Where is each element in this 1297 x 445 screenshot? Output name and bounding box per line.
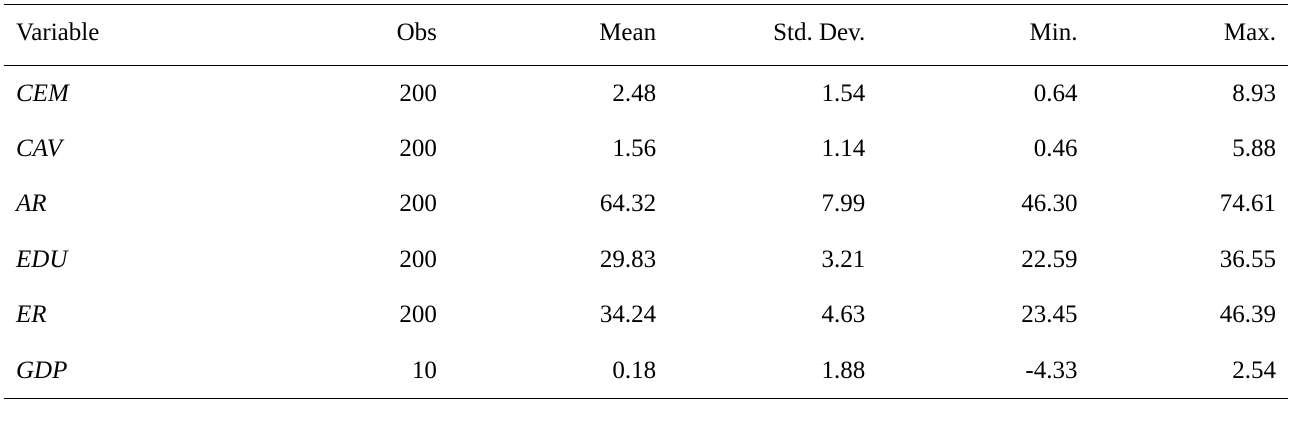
table-row <box>4 343 1288 399</box>
cell-max: 2.54 <box>1089 343 1288 399</box>
table-body <box>4 66 1288 399</box>
descriptive-statistics-table <box>4 4 1288 399</box>
cell-obs: 10 <box>234 343 449 399</box>
cell-min: 22.59 <box>1021 245 1078 273</box>
cell-std-dev: 7.99 <box>821 190 866 218</box>
table-row <box>4 177 1288 233</box>
header-min: Min. <box>877 5 1089 66</box>
cell-obs: 200 <box>399 79 437 107</box>
cell-mean: 34.24 <box>599 301 657 329</box>
cell-max: 46.39 <box>1219 301 1276 329</box>
cell-mean: 0.18 <box>449 343 668 399</box>
header-obs: Obs <box>234 5 449 66</box>
cell-obs: 200 <box>399 190 437 218</box>
header-mean: Mean <box>449 5 668 66</box>
cell-variable: GDP <box>4 343 234 399</box>
cell-variable: ER <box>16 301 47 329</box>
header-max: Max. <box>1089 5 1288 66</box>
cell-obs: 200 <box>399 134 437 162</box>
cell-variable: EDU <box>16 245 68 273</box>
cell-obs: 200 <box>399 301 437 329</box>
cell-mean: 1.56 <box>612 134 657 162</box>
table-row <box>4 288 1288 344</box>
cell-obs: 200 <box>399 245 437 273</box>
cell-std-dev: 1.14 <box>821 134 866 162</box>
table-header <box>4 5 1288 66</box>
cell-min: 23.45 <box>1021 301 1078 329</box>
cell-std-dev: 4.63 <box>821 301 866 329</box>
table-row <box>4 232 1288 288</box>
cell-max: 5.88 <box>1232 134 1276 162</box>
table-row <box>4 121 1288 177</box>
cell-std-dev: 1.54 <box>821 79 866 107</box>
cell-variable: CAV <box>16 134 62 162</box>
cell-variable: CEM <box>16 79 69 107</box>
table-row <box>4 66 1288 122</box>
cell-mean: 64.32 <box>599 190 657 218</box>
header-variable: Variable <box>4 5 234 66</box>
cell-mean: 29.83 <box>599 245 657 273</box>
cell-std-dev: 1.88 <box>668 343 877 399</box>
cell-max: 74.61 <box>1219 190 1276 218</box>
cell-variable: AR <box>16 190 47 218</box>
cell-min: 0.46 <box>1033 134 1078 162</box>
cell-mean: 2.48 <box>612 79 657 107</box>
header-row <box>4 5 1288 66</box>
cell-min: 0.64 <box>1033 79 1078 107</box>
cell-max: 36.55 <box>1219 245 1276 273</box>
cell-min: -4.33 <box>877 343 1089 399</box>
cell-max: 8.93 <box>1232 79 1276 107</box>
header-std-dev: Std. Dev. <box>668 5 877 66</box>
cell-min: 46.30 <box>1021 190 1078 218</box>
cell-std-dev: 3.21 <box>821 245 866 273</box>
